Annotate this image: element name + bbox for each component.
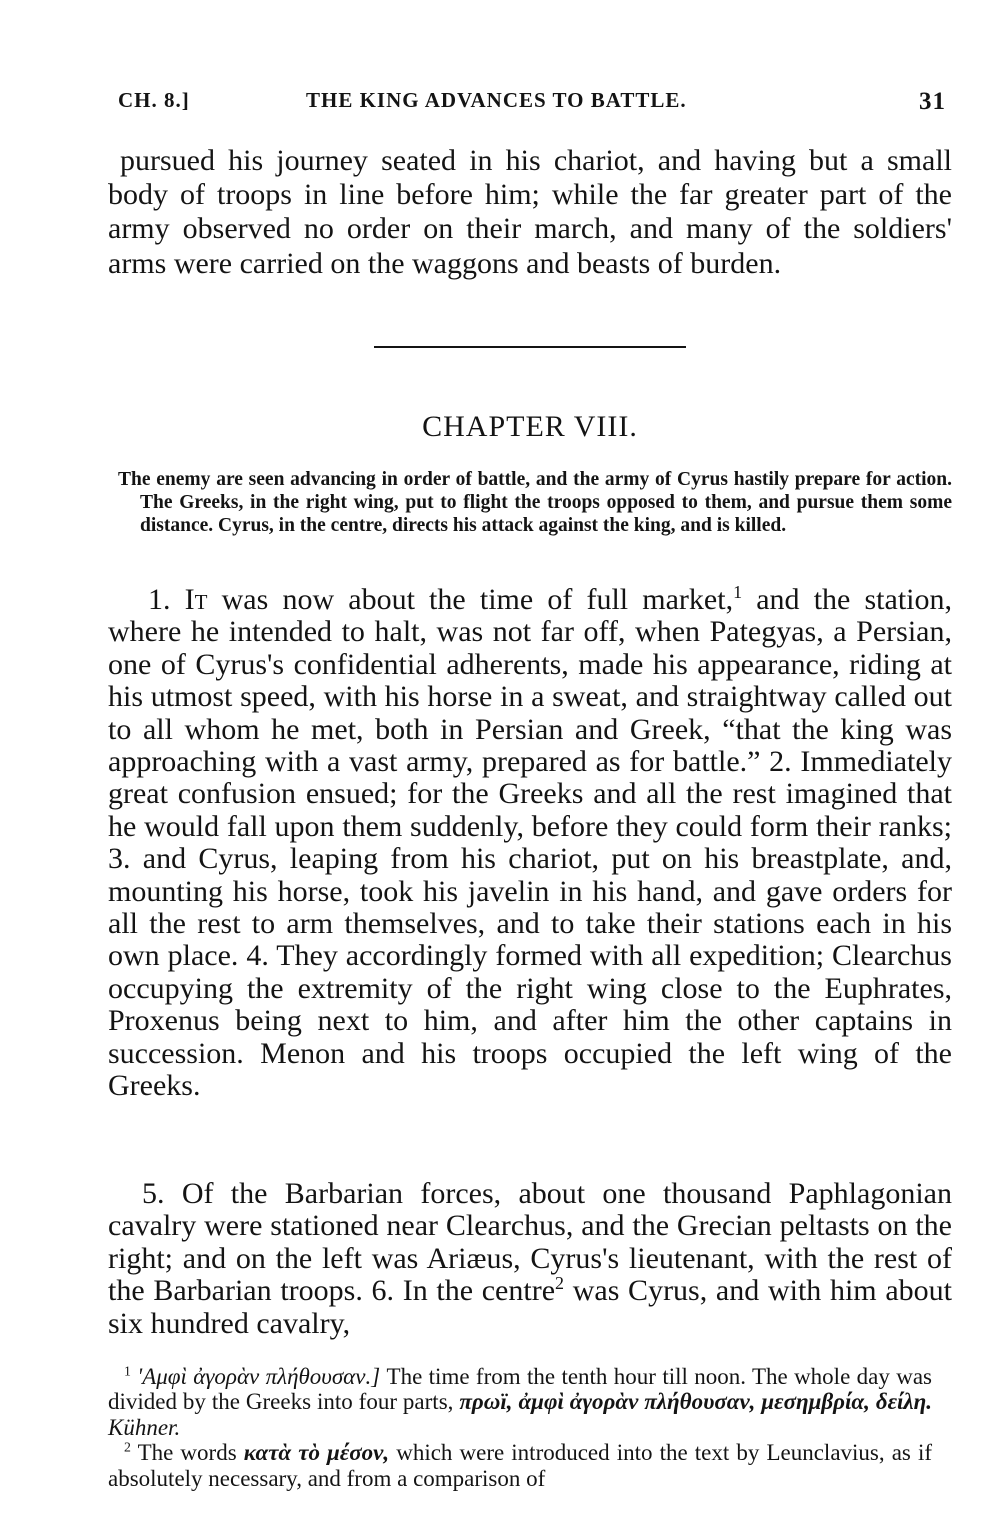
footnote-greek-terms: πρωï, ἀμφὶ ἀγορὰν πλήθουσαν, μεσημβρία, δείλη.	[459, 1389, 932, 1415]
footnote-author: Kühner.	[108, 1414, 181, 1440]
footnote-number: 1	[124, 1363, 131, 1379]
footnote-reference-2: 2	[555, 1273, 565, 1294]
chapter-summary: The enemy are seen advancing in order of battle, and the army of Cyrus hastily prepare for action. The Greeks, in the right wing, put to flight the troops opposed to them, and pursue them some distance. Cyrus, in the centre, directs his attack against the king, and is killed.	[118, 469, 952, 537]
opening-word: It	[184, 583, 208, 616]
chapter-title: CHAPTER VIII.	[422, 410, 638, 443]
footnote-1	[108, 1364, 932, 1440]
paragraph-text: and Cyrus, leaping from his chariot, put on his breastplate, and, mounting his horse, took his javelin in his hand, and gave orders for all the rest to arm themselves, and to take their stations each in his own place.	[108, 842, 952, 973]
paragraph-text: In the centre	[394, 1274, 556, 1308]
page-number: 31	[919, 88, 946, 115]
paragraph-text: and the station, where he intended to halt, was not far off, when Pategyas, a Persian, one of Cyrus's confidential adherents, made his appearance, riding at his utmost speed, with his horse in a sweat, and straightway called out to all whom he met, both in Persian and Greek, “that the king was approaching with a vast army, prepared as for battle.”	[108, 583, 952, 779]
paragraph-sections-1-4	[108, 584, 952, 1103]
paragraph-text: Immediately great confusion ensued; for the Greeks and all the rest imagined that he would fall upon them suddenly, before they could form their ranks;	[108, 745, 952, 843]
footnote-text: which were introduced into the text by Leunclavius, as if absolutely necessary, and from a comparison of	[108, 1440, 933, 1491]
footnote-text: The words	[130, 1440, 244, 1466]
section-divider	[374, 346, 686, 348]
section-number-3: 3.	[108, 842, 131, 876]
paragraph-text: was Cyrus, and with him about six hundred cavalry,	[108, 1274, 952, 1340]
section-number-6: 6.	[371, 1274, 395, 1308]
footnote-number: 2	[124, 1439, 131, 1455]
paragraph-text: was now about the time of full market,	[207, 583, 734, 616]
footnotes	[108, 1364, 932, 1491]
paragraph-text: Of the Barbarian forces, about one thousand Paphlagonian cavalry were stationed near Clearchus, and the Grecian peltasts on the right; and on the left was Ariæus, Cyrus's lieutenant, with the rest of the Barbarian troops.	[108, 1177, 952, 1308]
section-number-2: 2.	[769, 745, 792, 779]
paragraph-text: They accordingly formed with all expedition; Clearchus occupying the extremity of the right wing close to the Euphrates, Proxenus being next to him, and after him the other captains in succession. Menon and his troops occupied the left wing of the Greeks.	[108, 939, 952, 1103]
paragraph-sections-5-6	[108, 1178, 952, 1340]
footnote-2	[108, 1440, 932, 1491]
footnote-greek-phrase: κατὰ τὸ μέσον,	[243, 1440, 390, 1466]
running-title: THE KING ADVANCES TO BATTLE.	[306, 88, 687, 112]
chapter-reference: CH. 8.]	[118, 88, 190, 112]
section-number-4: 4.	[246, 939, 269, 973]
footnote-greek-lemma: 'Αμφὶ ἀγορὰν πλήθουσαν.]	[130, 1364, 381, 1389]
section-number-5: 5.	[142, 1177, 165, 1210]
footnote-reference-1: 1	[733, 582, 743, 602]
continuation-paragraph: pursued his journey seated in his chariot, and having but a small body of troops in line before him; while the far greater part of the army observed no order on their march, and many of the soldiers' arms were carried on the waggons and beasts of burden.	[108, 144, 952, 280]
section-number-1: 1.	[148, 583, 171, 616]
footnote-text: The time from the tenth hour till noon. The whole day was divided by the Greeks into four parts,	[108, 1364, 932, 1415]
running-header	[118, 88, 950, 118]
